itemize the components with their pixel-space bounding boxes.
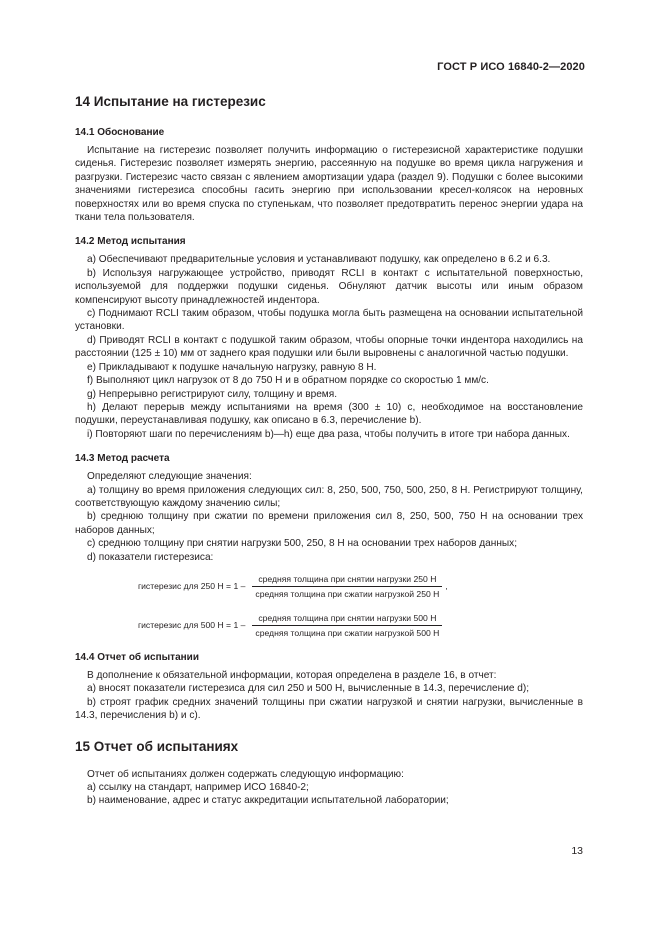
subsection-14-1-title: 14.1 Обоснование xyxy=(75,127,165,138)
list-item: c) Поднимают RCLI таким образом, чтобы подушка могла быть размещена на основании испытательной установки. xyxy=(75,308,583,333)
list-item: c) среднюю толщину при снятии нагрузки 500, 250, 8 Н на основании трех наборов данных; xyxy=(87,538,518,550)
fraction-denominator: средняя толщина при сжатии нагрузкой 250 Н xyxy=(255,588,440,599)
fraction xyxy=(249,573,448,599)
list-item: a) ссылку на стандарт, например ИСО 16840-2; xyxy=(87,782,309,793)
page-content xyxy=(75,84,583,808)
list-item: i) Повторяют шаги по перечислениям b)—h) еще два раза, чтобы получить в итоге три набора данных. xyxy=(87,428,570,440)
list-item: b) среднюю толщину при сжатии по времени приложения сил 8, 250, 500, 750 Н на основании трех наборов данных; xyxy=(75,511,583,536)
list-item: b) Используя нагружающее устройство, приводят RCLI в контакт с испытательной поверхностью, используемой для поддержки подушки сиденья. Обнуляют датчик высоты или иным образом компенсируют высоту принадлежностей индентора. xyxy=(75,267,583,306)
subsection-14-3-title: 14.3 Метод расчета xyxy=(75,453,170,465)
section-14-title: 14 Испытание на гистерезис xyxy=(75,94,266,109)
list-item: d) показатели гистерезиса: xyxy=(87,551,214,563)
list-item: b) строят график средних значений толщины при сжатии нагрузкой и снятии нагрузки, вычисленные в 14.3, перечисления b) и c). xyxy=(75,696,583,722)
formula-hysteresis-250 xyxy=(138,574,583,599)
subsection-14-2-title: 14.2 Метод испытания xyxy=(75,236,186,248)
formula-hysteresis-500 xyxy=(138,613,583,638)
list-item: a) Обеспечивают предварительные условия и устанавливают подушку, как определено в 6.2 и 6.3. xyxy=(87,254,551,266)
formula-tail: , xyxy=(445,581,448,592)
formula-lhs: гистерезис для 250 Н = 1 – xyxy=(138,581,246,592)
document-header: ГОСТ Р ИСО 16840-2—2020 xyxy=(437,61,585,73)
list-item: h) Делают перерыв между испытаниями на время (300 ± 10) с, необходимое на восстановление подушки, переустанавливая подушку, как описано в 6.3, перечисление b). xyxy=(75,401,583,427)
section-15-title: 15 Отчет об испытаниях xyxy=(75,738,239,754)
paragraph: Отчет об испытаниях должен содержать следующую информацию: xyxy=(87,768,404,780)
subsection-14-4-title: 14.4 Отчет об испытании xyxy=(75,651,199,663)
list-item: g) Непрерывно регистрируют силу, толщину и время. xyxy=(87,388,338,400)
fraction xyxy=(249,613,445,638)
list-item: f) Выполняют цикл нагрузок от 8 до 750 Н и в обратном порядке со скоростью 1 мм/с. xyxy=(87,375,489,387)
paragraph: В дополнение к обязательной информации, которая определена в разделе 16, в отчет: xyxy=(87,669,497,681)
list-item: a) толщину во время приложения следующих сил: 8, 250, 500, 750, 500, 250, 8 Н. Регистрируют толщину, соответствующую каждому значению силы; xyxy=(75,484,583,509)
list-item: d) Приводят RCLI в контакт с подушкой таким образом, чтобы опорные точки индентора находились на расстоянии (125 ± 10) мм от заднего края подушки или были выровнены с аналогичной частью подушки. xyxy=(75,334,583,360)
fraction-numerator: средняя толщина при снятии нагрузки 500 Н xyxy=(252,613,442,626)
list-item: e) Прикладывают к подушке начальную нагрузку, равную 8 Н. xyxy=(87,361,377,373)
formula-lhs: гистерезис для 500 Н = 1 – xyxy=(138,620,246,631)
page-number: 13 xyxy=(571,845,583,857)
paragraph: Испытание на гистерезис позволяет получить информацию о гистерезисной характеристике подушки сиденья. Гистерезис позволяет измерять энергию, рассеянную на подушке во время цикла нагружения и разгрузки. Гистерезис часто связан с явлением амортизации удара (раздел 9). Подушки с более высокими значениями гистерезиса способны гасить энергию при использовании кресел-колясок на неровных поверхностях или во время спуска по ступенькам, что позволяет предотвратить перенос энергии удара на ткани тела пользователя. xyxy=(75,145,583,224)
fraction-numerator: средняя толщина при снятии нагрузки 250 Н xyxy=(252,574,442,587)
fraction-denominator: средняя толщина при сжатии нагрузкой 500 Н xyxy=(255,627,440,638)
list-item: b) наименование, адрес и статус аккредитации испытательной лаборатории; xyxy=(87,795,449,807)
paragraph: Определяют следующие значения: xyxy=(87,471,252,483)
list-item: a) вносят показатели гистерезиса для сил 250 и 500 Н, вычисленные в 14.3, перечисление d); xyxy=(87,683,530,695)
